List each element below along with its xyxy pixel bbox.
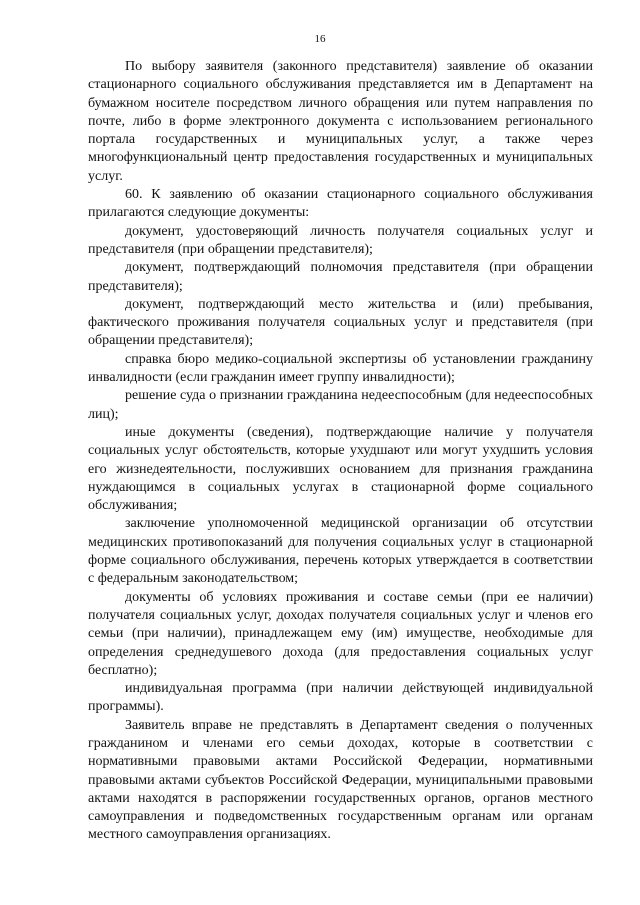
list-item: документ, подтверждающий место жительства и (или) пребывания, фактического проживания получателя социальных услуг и представителя (при обращении представителя); bbox=[88, 296, 593, 349]
list-item: документ, подтверждающий полномочия представителя (при обращении представителя); bbox=[88, 260, 593, 294]
list-item: индивидуальная программа (при наличии действующей индивидуальной программы). bbox=[88, 681, 593, 715]
list-item: решение суда о признании гражданина недееспособным (для недееспособных лиц); bbox=[88, 388, 593, 422]
document-body bbox=[88, 58, 593, 845]
paragraph-item-60: 60. К заявлению об оказании стационарного социального обслуживания прилагаются следующие документы: bbox=[88, 187, 593, 221]
list-item: документ, удостоверяющий личность получателя социальных услуг и представителя (при обращении представителя); bbox=[88, 223, 593, 257]
list-item: заключение уполномоченной медицинской организации об отсутствии медицинских противопоказаний для получения социальных услуг в стационарной форме социального обслуживания, перечень которых утверждается в соответствии с федеральным законодательством; bbox=[88, 516, 593, 587]
page-number: 16 bbox=[314, 33, 326, 45]
list-item: иные документы (сведения), подтверждающие наличие у получателя социальных услуг обстоятельств, которые ухудшают или могут ухудшить условия его жизнедеятельности, послуживших основанием для признания гражданина нуждающимся в социальных услугах в стационарной форме социального обслуживания; bbox=[88, 424, 593, 514]
paragraph-submission-methods: По выбору заявителя (законного представителя) заявление об оказании стационарного социального обслуживания представляется им в Департамент на бумажном носителе посредством личного обращения или путем направления по почте, либо в форме электронного документа с использованием регионального портала государственных и муниципальных услуг, а также через многофункциональный центр предоставления государственных и муниципальных услуг. bbox=[88, 59, 593, 184]
paragraph-applicant-right: Заявитель вправе не представлять в Департамент сведения о полученных гражданином и членами его семьи доходах, которые в соответствии с нормативными правовыми актами Российской Федерации, нормативными правовыми актами субъектов Российской Федерации, муниципальными правовыми актами находятся в распоряжении государственных органов, органов местного самоуправления и подведомственных государственным органам или органам местного самоуправления организациях. bbox=[88, 717, 593, 843]
list-item: документы об условиях проживания и составе семьи (при ее наличии) получателя социальных услуг, доходах получателя социальных услуг и членов его семьи (при наличии), принадлежащем ему (им) имуществе, необходимые для определения среднедушевого дохода (для предоставления социальных услуг бесплатно); bbox=[88, 589, 593, 678]
list-item: справка бюро медико-социальной экспертизы об установлении гражданину инвалидности (если гражданин имеет группу инвалидности); bbox=[88, 351, 593, 386]
